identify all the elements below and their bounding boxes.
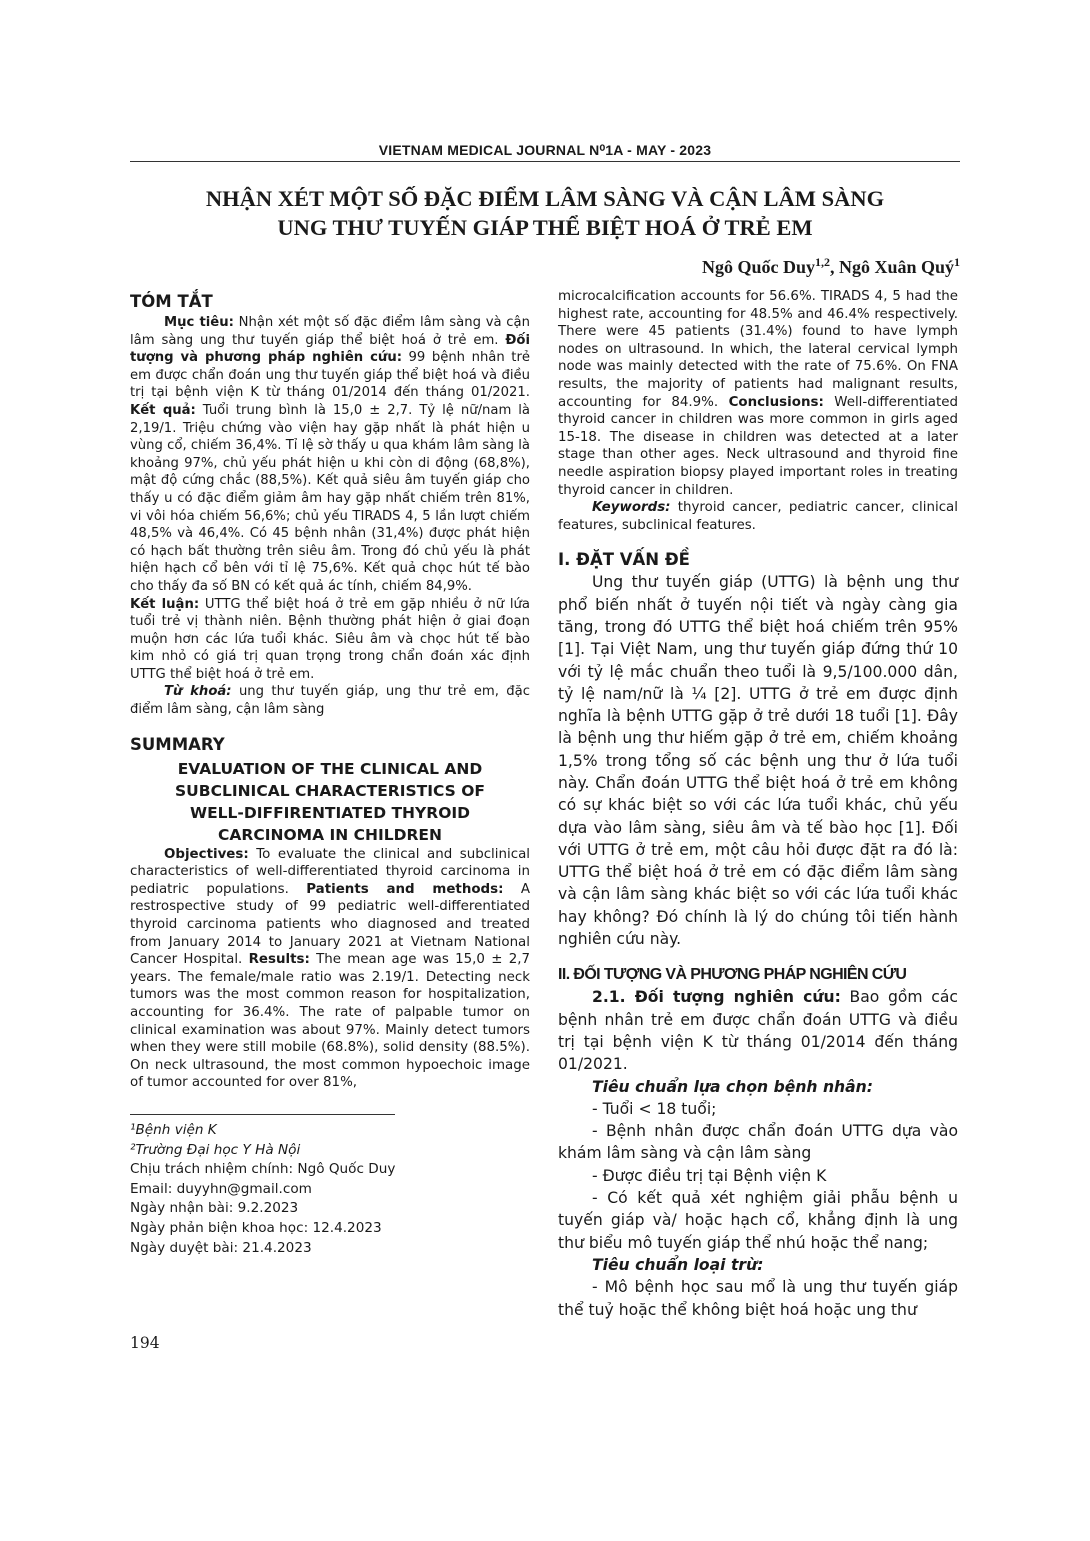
subsection-text: Bao gồm các bệnh nhân trẻ em được chẩn đoán UTTG và điều trị tại bệnh viện K từ tháng 01/2014 đến tháng 01/2021. bbox=[558, 988, 958, 1074]
inclusion-criteria-heading: Tiêu chuẩn lựa chọn bệnh nhân: bbox=[592, 1077, 874, 1096]
keywords-label: Keywords: bbox=[592, 500, 671, 516]
footnote-received: Ngày nhận bài: 9.2.2023 bbox=[130, 1200, 299, 1217]
footnote-affiliation: ¹Bệnh viện K bbox=[130, 1121, 217, 1138]
author-list bbox=[702, 255, 960, 278]
summary-title-line: EVALUATION OF THE CLINICAL AND bbox=[177, 759, 483, 778]
summary-text: To evaluate the clinical and subclinical characteristics of well-differentiated thyroid carcinoma in pediatric populations. bbox=[130, 846, 530, 897]
abstract-label-conclusion: Kết luận: bbox=[130, 596, 200, 612]
summary-text: A restrospective study of 99 pediatric well-differentiated thyroid carcinoma patients who diagnosed and treated from January 2014 to January 2021 at Vietnam National Cancer Hospital. bbox=[130, 881, 530, 968]
abstract-text: UTTG thể biệt hoá ở trẻ em gặp nhiều ở nữ lứa tuổi trẻ vị thành niên. Bệnh thường phát hiện ở giai đoạn muộn hơn các lứa tuổi khác. Siêu âm và chọc hút tế bào kim nhỏ có giá trị quan trọng trong chẩn đoán xác định UTTG thể biệt hoá ở trẻ em. bbox=[130, 596, 530, 682]
author-affiliation-mark: 1 bbox=[954, 255, 960, 269]
section-1-heading: I. ĐẶT VẤN ĐỀ bbox=[558, 550, 690, 570]
author-name: Ngô Quốc Duy bbox=[701, 257, 815, 277]
summary-text: microcalcification accounts for 56.6%. TIRADS 4, 5 had the highest rate, accounting for 48.5% and 46.4% respectively. There were 45 patients (31.4%) found to have lymph nodes on ultrasound. In which, the lateral cervical lymph node was mainly detected with the rate of 75.6%. On FNA results, the majority of patients had malignant results, accounting for 84.9%. bbox=[558, 289, 958, 410]
summary-heading: SUMMARY bbox=[130, 734, 225, 754]
summary-label-methods: Patients and methods: bbox=[306, 881, 504, 897]
inclusion-criteria-list bbox=[558, 1098, 958, 1254]
keywords-text: thyroid cancer, pediatric cancer, clinical features, subclinical features. bbox=[558, 500, 958, 533]
summary-text: Well-differentiated thyroid cancer in children was more common in girls aged 15-18. The disease in children was detected at a later stage than other ages. Neck ultrasound and thyroid fine needle aspiration biopsy played important roles in treating thyroid cancer in children. bbox=[558, 394, 958, 498]
abstract-label-objective: Mục tiêu: bbox=[164, 315, 234, 330]
summary-title-line: SUBCLINICAL CHARACTERISTICS OF bbox=[175, 781, 485, 800]
paper-title-line-2: UNG THƯ TUYẾN GIÁP THỂ BIỆT HOÁ Ở TRẺ EM bbox=[277, 215, 813, 240]
exclusion-criteria-heading: Tiêu chuẩn loại trừ: bbox=[592, 1255, 764, 1274]
criteria-item: - Được điều trị tại Bệnh viện K bbox=[592, 1166, 827, 1185]
left-column bbox=[130, 288, 530, 1258]
criteria-item: - Bệnh nhân được chẩn đoán UTTG dựa vào khám lâm sàng và cận lâm sàng bbox=[558, 1122, 958, 1163]
right-column bbox=[558, 288, 958, 1321]
running-header: VIETNAM MEDICAL JOURNAL N⁰1A - MAY - 2023 bbox=[378, 142, 712, 158]
keywords-label: Từ khoá: bbox=[164, 684, 232, 700]
footnote-rule bbox=[130, 1114, 395, 1115]
summary-title-line: WELL-DIFFIRENTIATED THYROID bbox=[189, 803, 470, 822]
criteria-item: - Có kết quả xét nghiệm giải phẫu bệnh u tuyến giáp và/ hoặc hạch cổ, khẳng định là ung thư biểu mô tuyến giáp thể nhú hoặc thể nang; bbox=[558, 1189, 958, 1252]
abstract-paragraph bbox=[130, 314, 530, 683]
abstract-heading: TÓM TẮT bbox=[130, 292, 213, 311]
author-separator: , bbox=[829, 257, 839, 277]
author-name: Ngô Xuân Quý bbox=[838, 257, 954, 277]
footnote-corresponding: Chịu trách nhiệm chính: Ngô Quốc Duy bbox=[130, 1161, 396, 1178]
summary-label-results: Results: bbox=[248, 952, 310, 968]
header-rule bbox=[130, 161, 960, 162]
author-affiliation-mark: 1,2 bbox=[814, 255, 830, 269]
abstract-keywords bbox=[130, 683, 530, 718]
summary-title-line: CARCINOMA IN CHILDREN bbox=[218, 825, 442, 844]
section-1-paragraph: Ung thư tuyến giáp (UTTG) là bệnh ung thư phổ biến nhất ở tuyến nội tiết và ngày càng gia tăng, trong đó UTTG thể biệt hoá chiếm trên 95% [1]. Tại Việt Nam, ung thư tuyến giáp đứng thứ 10 với tỷ lệ mắc chuẩn theo tuổi là 9,5/100.000 dân, tỷ lệ nam/nữ là ¼ [2]. UTTG ở trẻ em được định nghĩa là bệnh UTTG gặp ở trẻ dưới 18 tuổi [1]. Đây là bệnh ung thư hiếm gặp ở trẻ em, chiếm khoảng 1,5% trong tổng số các bệnh ung thư ở lứa tuổi này. Chẩn đoán UTTG thể biệt hoá ở trẻ em không có sự khác biệt so với các lứa tuổi khác, chủ yếu dựa vào lâm sàng, siêu âm và tế bào học [1]. Đối với UTTG ở trẻ em, một câu hỏi được đặt ra đó là: UTTG thể biệt hoá ở trẻ em có đặc điểm lâm sàng và cận lâm sàng khác biệt so với các lứa tuổi khác hay không? Đó chính là lý do chúng tôi tiến hành nghiên cứu này. bbox=[558, 573, 958, 949]
summary-paragraph-continued bbox=[558, 288, 958, 499]
abstract-text: Tuổi trung bình là 15,0 ± 2,7. Tỷ lệ nữ/nam là 2,19/1. Triệu chứng vào viện hay gặp nhất là phát hiện u vùng cổ, chiếm 36,4%. Tỉ lệ sờ thấy u qua khám lâm sàng là khoảng 97%, chủ yếu phát hiện u khi còn di động (68,8%), mật độ cứng chắc (88,5%). Kết quả siêu âm tuyến giáp cho thấy u có đặc điểm giảm âm hay gặp nhất chiếm trên 81%, vi vôi hóa chiếm 56,6%; chủ yếu TIRADS 4, 5 lần lượt chiếm 48,5% và 46,4%. Có 45 bệnh nhân (31,4%) được phát hiện có hạch bất thường trên siêu âm. Trong đó chủ yếu là phát hiện hạch cổ bên với tỉ lệ 75,6%. Kết quả chọc hút tế bào cho thấy đa số BN có kết quả ác tính, chiếm 84,9%. bbox=[130, 402, 530, 594]
summary-keywords bbox=[558, 499, 958, 534]
section-2-1-paragraph bbox=[558, 986, 958, 1075]
keywords-text: ung thư tuyến giáp, ung thư trẻ em, đặc điểm lâm sàng, cận lâm sàng bbox=[130, 684, 530, 718]
criteria-item: - Tuổi < 18 tuổi; bbox=[592, 1099, 717, 1118]
footnote-accepted: Ngày duyệt bài: 21.4.2023 bbox=[130, 1239, 312, 1256]
summary-title bbox=[130, 758, 530, 846]
footnote-email: Email: duyyhn@gmail.com bbox=[130, 1180, 312, 1197]
footnotes bbox=[130, 1121, 530, 1258]
abstract-label-methods: Đối tượng và phương pháp nghiên cứu: bbox=[130, 332, 530, 366]
summary-label-objectives: Objectives: bbox=[164, 846, 249, 862]
paper-title-line-1: NHẬN XÉT MỘT SỐ ĐẶC ĐIỂM LÂM SÀNG VÀ CẬN LÂM SÀNG bbox=[205, 186, 885, 211]
criteria-item: - Mô bệnh học sau mổ là ung thư tuyến giáp thể tuỷ hoặc thể không biệt hoá hoặc ung thư bbox=[558, 1278, 958, 1319]
abstract-text: Nhận xét một số đặc điểm lâm sàng và cận lâm sàng ung thư tuyến giáp thể biệt hoá ở trẻ em. bbox=[130, 315, 530, 348]
summary-paragraph bbox=[130, 846, 530, 1092]
footnote-affiliation: ²Trường Đại học Y Hà Nội bbox=[130, 1141, 301, 1158]
paper-title bbox=[130, 184, 960, 242]
footnote-reviewed: Ngày phản biện khoa học: 12.4.2023 bbox=[130, 1219, 382, 1236]
abstract-label-results: Kết quả: bbox=[130, 402, 196, 418]
page-number: 194 bbox=[130, 1334, 160, 1352]
section-2-heading: II. ĐỐI TƯỢNG VÀ PHƯƠNG PHÁP NGHIÊN CỨU bbox=[558, 966, 907, 984]
summary-label-conclusions: Conclusions: bbox=[728, 394, 824, 410]
summary-text: The mean age was 15,0 ± 2,7 years. The female/male ratio was 2.19/1. Detecting neck tumors was the most common reason for hospitalization, accounting for 36.4%. The rate of palpable tumor on clinical examination was about 97%. Mainly detect tumors when they were still mobile (68.8%), solid density (88.5%). On neck ultrasound, the most common hypoechoic image of tumor accounted for over 81%, bbox=[130, 952, 530, 1091]
exclusion-criteria-list bbox=[558, 1276, 958, 1321]
abstract-text: 99 bệnh nhân trẻ em được chẩn đoán ung thư tuyến giáp thể biệt hoá và điều trị tại bệnh viện K từ tháng 01/2014 đến tháng 01/2021. bbox=[130, 350, 530, 401]
subsection-label: 2.1. Đối tượng nghiên cứu: bbox=[592, 988, 841, 1007]
